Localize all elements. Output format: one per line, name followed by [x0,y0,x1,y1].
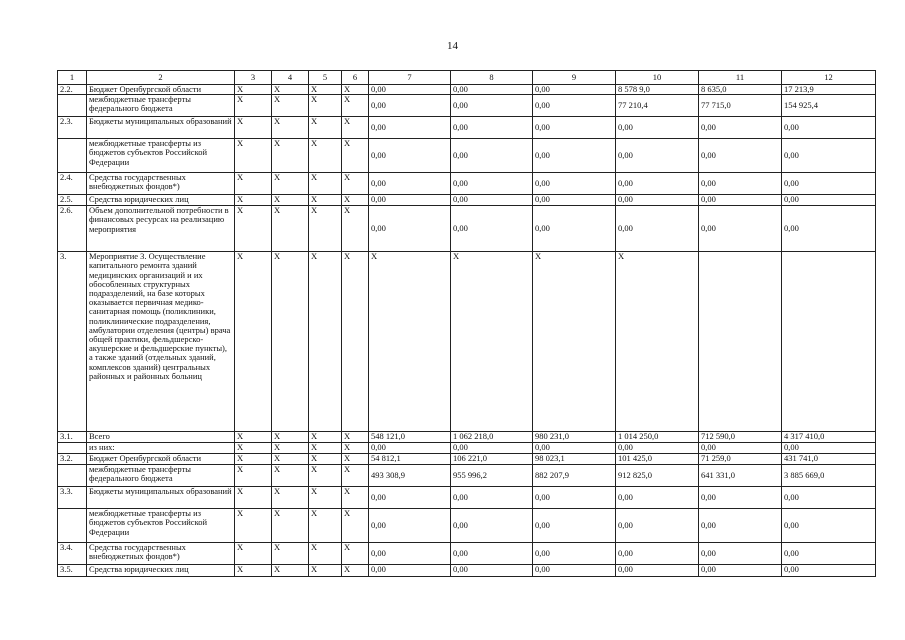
amount-cell: 106 221,0 [451,454,533,465]
mark-cell: X [272,432,309,443]
amount-cell: 0,00 [782,206,876,252]
table-row [58,117,876,139]
description-cell: Бюджет Оренбургской области [87,85,235,95]
table-row [58,95,876,117]
mark-cell: X [309,543,342,565]
amount-cell: 0,00 [369,543,451,565]
amount-cell [782,252,876,432]
description-cell: Средства государственных внебюджетных фондов*) [87,543,235,565]
amount-cell: 0,00 [533,173,616,195]
header-cell: 7 [369,71,451,85]
amount-cell: 0,00 [782,117,876,139]
mark-cell: X [342,565,369,577]
amount-cell: 0,00 [451,173,533,195]
amount-cell: 0,00 [699,139,782,173]
mark-cell: X [342,173,369,195]
amount-cell: 0,00 [451,195,533,206]
mark-cell: X [235,85,272,95]
amount-cell: 1 014 250,0 [616,432,699,443]
amount-cell: 0,00 [616,139,699,173]
amount-cell: 54 812,1 [369,454,451,465]
amount-cell: 0,00 [533,487,616,509]
mark-cell: X [235,465,272,487]
amount-cell: 101 425,0 [616,454,699,465]
amount-cell: 980 231,0 [533,432,616,443]
item-number-cell: 3.5. [58,565,87,577]
header-row [58,71,876,85]
header-cell: 12 [782,71,876,85]
amount-cell: 0,00 [699,173,782,195]
amount-cell: 1 062 218,0 [451,432,533,443]
budget-table [57,70,876,577]
amount-cell: X [369,252,451,432]
amount-cell: 0,00 [533,95,616,117]
item-number-cell: 2.2. [58,85,87,95]
mark-cell: X [272,465,309,487]
amount-cell: 0,00 [451,95,533,117]
page-number: 14 [447,40,458,52]
mark-cell: X [342,432,369,443]
item-number-cell: 3. [58,252,87,432]
mark-cell: X [309,487,342,509]
amount-cell: 98 023,1 [533,454,616,465]
amount-cell: 882 207,9 [533,465,616,487]
amount-cell: 0,00 [533,443,616,454]
amount-cell: 0,00 [533,565,616,577]
mark-cell: X [342,85,369,95]
amount-cell: 71 259,0 [699,454,782,465]
mark-cell: X [309,509,342,543]
amount-cell: 0,00 [451,117,533,139]
amount-cell: 0,00 [533,195,616,206]
mark-cell: X [309,465,342,487]
mark-cell: X [272,565,309,577]
mark-cell: X [272,85,309,95]
description-cell: Всего [87,432,235,443]
header-cell: 2 [87,71,235,85]
amount-cell: 0,00 [782,139,876,173]
mark-cell: X [309,206,342,252]
mark-cell: X [272,206,309,252]
mark-cell: X [272,117,309,139]
header-cell: 9 [533,71,616,85]
mark-cell: X [342,487,369,509]
amount-cell: 0,00 [451,85,533,95]
mark-cell: X [272,195,309,206]
header-cell: 10 [616,71,699,85]
amount-cell: 0,00 [369,139,451,173]
item-number-cell: 3.4. [58,543,87,565]
mark-cell: X [235,432,272,443]
amount-cell: X [533,252,616,432]
amount-cell: 548 121,0 [369,432,451,443]
amount-cell: 0,00 [616,173,699,195]
amount-cell: 0,00 [699,509,782,543]
mark-cell: X [235,95,272,117]
amount-cell: 8 578 9,0 [616,85,699,95]
mark-cell: X [272,509,309,543]
header-cell: 5 [309,71,342,85]
amount-cell: 0,00 [451,487,533,509]
amount-cell: X [616,252,699,432]
item-number-cell: 2.5. [58,195,87,206]
amount-cell: 955 996,2 [451,465,533,487]
mark-cell: X [235,252,272,432]
description-cell: Средства юридических лиц [87,195,235,206]
amount-cell: 0,00 [533,117,616,139]
amount-cell: 17 213,9 [782,85,876,95]
table-row [58,509,876,543]
item-number-cell [58,509,87,543]
amount-cell: 0,00 [369,117,451,139]
mark-cell: X [235,509,272,543]
amount-cell: X [451,252,533,432]
mark-cell: X [342,543,369,565]
amount-cell: 4 317 410,0 [782,432,876,443]
amount-cell: 0,00 [699,487,782,509]
mark-cell: X [342,206,369,252]
amount-cell: 0,00 [782,509,876,543]
table-row [58,85,876,95]
amount-cell: 0,00 [451,565,533,577]
header-cell: 11 [699,71,782,85]
mark-cell: X [342,139,369,173]
table-row [58,454,876,465]
amount-cell: 0,00 [699,206,782,252]
amount-cell: 431 741,0 [782,454,876,465]
amount-cell: 0,00 [451,443,533,454]
amount-cell: 0,00 [616,543,699,565]
description-cell: Бюджеты муниципальных образований [87,117,235,139]
mark-cell: X [309,117,342,139]
item-number-cell: 2.3. [58,117,87,139]
mark-cell: X [272,95,309,117]
item-number-cell [58,95,87,117]
mark-cell: X [342,252,369,432]
amount-cell: 8 635,0 [699,85,782,95]
header-cell: 3 [235,71,272,85]
item-number-cell [58,465,87,487]
header-cell: 6 [342,71,369,85]
description-cell: Бюджеты муниципальных образований [87,487,235,509]
amount-cell: 0,00 [699,543,782,565]
mark-cell: X [342,454,369,465]
table-body [58,71,876,577]
mark-cell: X [342,95,369,117]
table-row [58,465,876,487]
amount-cell: 77 715,0 [699,95,782,117]
item-number-cell [58,139,87,173]
amount-cell: 912 825,0 [616,465,699,487]
amount-cell: 0,00 [369,565,451,577]
mark-cell: X [342,117,369,139]
mark-cell: X [309,195,342,206]
description-cell: Средства юридических лиц [87,565,235,577]
table-row [58,206,876,252]
amount-cell: 0,00 [369,487,451,509]
amount-cell: 493 308,9 [369,465,451,487]
item-number-cell: 2.6. [58,206,87,252]
item-number-cell: 3.1. [58,432,87,443]
description-cell: межбюджетные трансферты федерального бюджета [87,465,235,487]
mark-cell: X [342,443,369,454]
amount-cell: 77 210,4 [616,95,699,117]
amount-cell: 0,00 [616,206,699,252]
item-number-cell [58,443,87,454]
amount-cell [699,252,782,432]
description-cell: Объем дополнительной потребности в финансовых ресурсах на реализацию мероприятия [87,206,235,252]
table-row [58,173,876,195]
amount-cell: 0,00 [369,509,451,543]
amount-cell: 0,00 [782,443,876,454]
mark-cell: X [235,117,272,139]
amount-cell: 0,00 [616,565,699,577]
amount-cell: 154 925,4 [782,95,876,117]
mark-cell: X [309,443,342,454]
item-number-cell: 3.3. [58,487,87,509]
amount-cell: 0,00 [369,195,451,206]
amount-cell: 0,00 [782,487,876,509]
amount-cell: 0,00 [782,565,876,577]
header-cell: 4 [272,71,309,85]
table-row [58,139,876,173]
description-cell: Бюджет Оренбургской области [87,454,235,465]
mark-cell: X [309,173,342,195]
mark-cell: X [235,173,272,195]
mark-cell: X [235,443,272,454]
amount-cell: 0,00 [451,509,533,543]
item-number-cell: 3.2. [58,454,87,465]
description-cell: из них: [87,443,235,454]
header-cell: 8 [451,71,533,85]
amount-cell: 0,00 [533,543,616,565]
description-cell: межбюджетные трансферты из бюджетов субъектов Российской Федерации [87,509,235,543]
amount-cell: 0,00 [451,139,533,173]
table-row [58,543,876,565]
amount-cell: 0,00 [533,509,616,543]
description-cell: межбюджетные трансферты федерального бюджета [87,95,235,117]
mark-cell: X [235,139,272,173]
table-row [58,565,876,577]
amount-cell: 0,00 [699,117,782,139]
mark-cell: X [342,195,369,206]
amount-cell: 0,00 [699,443,782,454]
mark-cell: X [309,432,342,443]
amount-cell: 0,00 [533,139,616,173]
header-cell: 1 [58,71,87,85]
mark-cell: X [235,487,272,509]
mark-cell: X [342,465,369,487]
amount-cell: 0,00 [369,443,451,454]
mark-cell: X [272,443,309,454]
amount-cell: 0,00 [699,565,782,577]
amount-cell: 0,00 [616,487,699,509]
table-row [58,195,876,206]
table-row [58,487,876,509]
amount-cell: 0,00 [782,543,876,565]
mark-cell: X [309,139,342,173]
mark-cell: X [272,454,309,465]
mark-cell: X [272,173,309,195]
mark-cell: X [309,85,342,95]
table-row [58,432,876,443]
amount-cell: 0,00 [533,206,616,252]
mark-cell: X [309,454,342,465]
amount-cell: 0,00 [782,173,876,195]
amount-cell: 0,00 [369,206,451,252]
amount-cell: 0,00 [369,173,451,195]
amount-cell: 0,00 [616,117,699,139]
amount-cell: 0,00 [616,509,699,543]
mark-cell: X [235,565,272,577]
amount-cell: 0,00 [616,443,699,454]
item-number-cell: 2.4. [58,173,87,195]
mark-cell: X [342,509,369,543]
mark-cell: X [235,195,272,206]
mark-cell: X [272,139,309,173]
mark-cell: X [272,487,309,509]
description-cell: межбюджетные трансферты из бюджетов субъектов Российской Федерации [87,139,235,173]
mark-cell: X [272,252,309,432]
mark-cell: X [235,206,272,252]
amount-cell: 0,00 [369,95,451,117]
table-row [58,252,876,432]
amount-cell: 0,00 [369,85,451,95]
mark-cell: X [235,543,272,565]
mark-cell: X [309,252,342,432]
amount-cell: 641 331,0 [699,465,782,487]
mark-cell: X [309,95,342,117]
amount-cell: 0,00 [533,85,616,95]
amount-cell: 0,00 [451,543,533,565]
table-row [58,443,876,454]
amount-cell: 0,00 [699,195,782,206]
amount-cell: 0,00 [782,195,876,206]
amount-cell: 712 590,0 [699,432,782,443]
amount-cell: 0,00 [451,206,533,252]
amount-cell: 3 885 669,0 [782,465,876,487]
mark-cell: X [309,565,342,577]
description-cell: Средства государственных внебюджетных фондов*) [87,173,235,195]
mark-cell: X [272,543,309,565]
mark-cell: X [235,454,272,465]
amount-cell: 0,00 [616,195,699,206]
description-cell: Мероприятие 3. Осуществление капитального ремонта зданий медицинских организаций и их обособленных структурных подразделений, на базе которых оказывается первичная медико-санитарная помощь (поликлиники, поликлинические подразделения, амбулатории отделения (центры) врача общей практики, фельдшерско-акушерские и фельдшерские пункты), а также зданий (отдельных зданий, комплексов зданий) центральных районных и районных больниц [87,252,235,432]
